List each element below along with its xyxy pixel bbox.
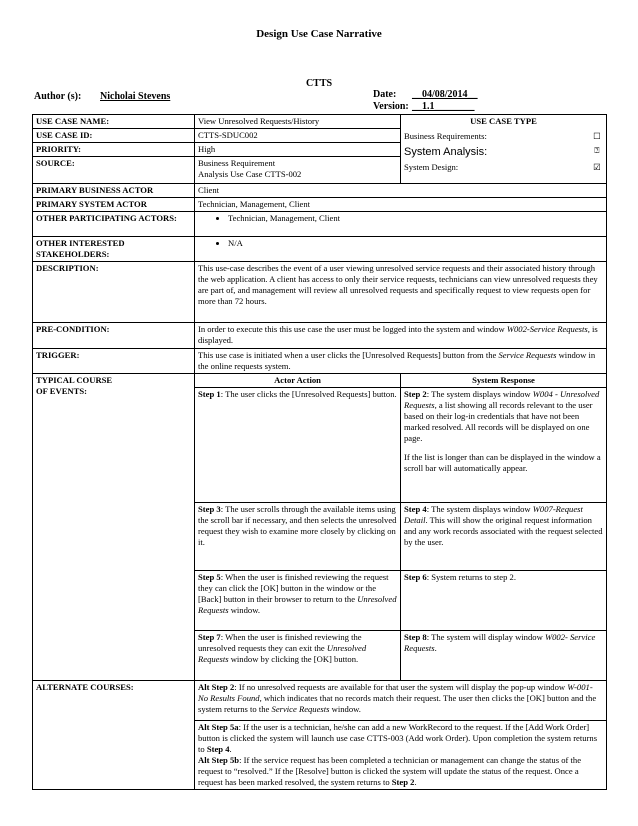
step-8-text: : The system will display window xyxy=(426,632,545,642)
precondition-window-ref: W002-Service Requests, xyxy=(506,324,590,334)
step-4-label: Step 4 xyxy=(404,504,427,514)
row-alternate-1 xyxy=(33,681,607,721)
step-2-text-end: , a list showing all records relevant to the user based on their log-in credentials that have not been marked resolved. All records will be displayed on one page. xyxy=(404,400,593,443)
source-line-1: Business Requirement xyxy=(198,158,276,168)
step-2-text: : The system displays window xyxy=(426,389,533,399)
other-interested-label: OTHER INTERESTED STAKEHOLDERS: xyxy=(33,237,195,262)
alt-step-5a-label: Alt Step 5a xyxy=(198,722,239,732)
priority-label: PRIORITY: xyxy=(33,143,195,157)
trigger-text-end: window in the online requests system. xyxy=(198,350,596,371)
type-business-row xyxy=(404,131,603,145)
use-case-name-value: View Unresolved Requests/History xyxy=(195,115,401,129)
version-label: Version: xyxy=(373,101,409,112)
alt-step-5a-text: : If the user is a technician, he/she can add a new WorkRecord to the request. If the [Add Work Order] button is clicked the system will launch use case CTTS-003 (Add work Order). Upon completion the system returns to xyxy=(198,722,598,754)
step-2-window-ref: W004 - Unresolved Requests xyxy=(404,389,600,410)
alt-step-2-text-end: window. xyxy=(329,704,361,714)
typical-course-label xyxy=(33,374,195,681)
alt-step-2-text-mid: , which indicates that no records match their request. The user then clicks the [OK] button and the system returns to the xyxy=(198,693,597,714)
row-other-interested xyxy=(33,237,607,262)
trigger-text: This use case is initiated when a user clicks the [Unresolved Requests] button from the xyxy=(198,350,499,360)
primary-business-actor-label: PRIMARY BUSINESS ACTOR xyxy=(33,184,195,198)
other-participating-item: • Technician, Management, Client xyxy=(228,213,603,224)
trigger-window-ref: Service Requests xyxy=(498,350,557,360)
precondition-label: PRE-CONDITION: xyxy=(33,323,195,349)
alt-step-2-cell xyxy=(195,681,607,721)
other-participating-value xyxy=(195,212,607,237)
document-title: Design Use Case Narrative xyxy=(256,28,382,40)
typical-course-label-line2: OF EVENTS: xyxy=(36,386,88,396)
alt-step-5a-target: Step 4 xyxy=(206,744,230,754)
use-case-type-cell xyxy=(401,115,607,184)
typical-course-label-line1: TYPICAL COURSE xyxy=(36,375,113,385)
step-5-label: Step 5 xyxy=(198,572,221,582)
step-5-cell xyxy=(195,571,401,631)
alternate-courses-label: ALTERNATE COURSES: xyxy=(33,681,195,790)
precondition-text-end: is displayed. xyxy=(198,324,598,345)
row-precondition xyxy=(33,323,607,349)
description-value: This use-case describes the event of a user viewing unresolved service requests and their associated history through the web application. A client has access to only their service requests, technicians can view unresolved requests they are part of, and management will review all unresolved requests and specifically request to view requests open for more than 72 hours. xyxy=(195,262,607,323)
step-7-text: : When the user is finished reviewing the unresolved requests they can exit the xyxy=(198,632,362,653)
step-5-text: : When the user is finished reviewing the request they can click the [OK] button in the window or the [Back] button in their browser to return to the xyxy=(198,572,389,604)
checkbox-checked-icon: ☑ xyxy=(593,162,601,173)
author-value: Nicholai Stevens xyxy=(100,91,171,102)
use-case-type-heading: USE CASE TYPE xyxy=(470,116,537,126)
step-1-label: Step 1 xyxy=(198,389,221,399)
row-course-header xyxy=(33,374,607,388)
alt-step-5b-text-end: . xyxy=(414,777,417,787)
project-name: CTTS xyxy=(305,78,333,89)
step-7-window-ref: Unresolved Requests xyxy=(198,643,367,664)
other-interested-value xyxy=(195,237,607,262)
alt-step-5a-text-end: . xyxy=(229,744,232,754)
step-8-window-ref: W002- Service Requests xyxy=(404,632,596,653)
checkbox-unknown-icon: ⍰ xyxy=(594,145,600,155)
date-value: __04/08/2014__ xyxy=(412,89,478,100)
step-2-note: If the list is longer than can be displayed in the window a scroll bar will automatically appear. xyxy=(404,452,601,473)
row-use-case-name xyxy=(33,115,607,129)
alt-step-5b-label: Alt Step 5b xyxy=(198,755,240,765)
trigger-label: TRIGGER: xyxy=(33,349,195,374)
step-2-label: Step 2 xyxy=(404,389,427,399)
step-2-cell xyxy=(401,388,607,503)
step-8-label: Step 8 xyxy=(404,632,427,642)
step-3-label: Step 3 xyxy=(198,504,221,514)
source-line-2: Analysis Use Case CTTS-002 xyxy=(198,169,302,179)
step-4-window-ref: W007-Request Detail xyxy=(404,504,583,525)
source-value xyxy=(195,157,401,184)
step-5-window-ref: Unresolved Requests xyxy=(198,594,397,615)
step-3-text: : The user scrolls through the available items using the scroll bar if necessary, and then selects the unresolved request they wish to examine more closely by clicking on it. xyxy=(198,504,397,547)
step-1-text: : The user clicks the [Unresolved Requests] button. xyxy=(220,389,397,399)
use-case-id-label: USE CASE ID: xyxy=(33,129,195,143)
step-1-cell xyxy=(195,388,401,503)
row-trigger xyxy=(33,349,607,374)
type-analysis-row xyxy=(404,145,603,162)
use-case-table xyxy=(32,114,607,790)
row-primary-system-actor xyxy=(33,198,607,212)
use-case-name-label: USE CASE NAME: xyxy=(33,115,195,129)
alt-step-2-window-ref-2: Service Requests xyxy=(271,704,330,714)
author-label: Author (s): xyxy=(34,91,82,102)
primary-business-actor-value: Client xyxy=(195,184,607,198)
precondition-value xyxy=(195,323,607,349)
version-value: __1.1________ xyxy=(412,101,475,112)
step-4-text: : The system displays window xyxy=(426,504,533,514)
precondition-text: In order to execute this this use case the user must be logged into the system and window xyxy=(198,324,507,334)
alt-step-2-text: : If no unresolved requests are available for that user the system will display the pop-up window xyxy=(234,682,568,692)
type-analysis-label: System Analysis: xyxy=(404,146,488,158)
use-case-id-value: CTTS-SDUC002 xyxy=(195,129,401,143)
alt-step-5b-target: Step 2 xyxy=(391,777,415,787)
type-business-label: Business Requirements: xyxy=(404,131,487,141)
actor-action-header: Actor Action xyxy=(195,374,401,388)
alt-step-2-label: Alt Step 2 xyxy=(198,682,235,692)
step-4-text-end: . This will show the original request information and any work records associated with the request selected by the user. xyxy=(404,515,603,547)
trigger-value xyxy=(195,349,607,374)
primary-system-actor-value: Technician, Management, Client xyxy=(195,198,607,212)
description-label: DESCRIPTION: xyxy=(33,262,195,323)
step-7-label: Step 7 xyxy=(198,632,221,642)
step-7-text-end: window by clicking the [OK] button. xyxy=(228,654,359,664)
other-interested-item: • N/A xyxy=(228,238,603,249)
step-7-cell xyxy=(195,631,401,681)
alt-step-5b-text: : If the service request has been completed a technician or management can change the status of the request to “resolved.” If the [Resolve] button is clicked the system will update the status of the request. Once a request has been marked resolved, the system returns to xyxy=(198,755,582,787)
step-4-cell xyxy=(401,503,607,571)
primary-system-actor-label: PRIMARY SYSTEM ACTOR xyxy=(33,198,195,212)
step-8-cell xyxy=(401,631,607,681)
row-description xyxy=(33,262,607,323)
step-6-cell xyxy=(401,571,607,631)
step-3-cell xyxy=(195,503,401,571)
alt-step-5-cell xyxy=(195,721,607,790)
type-design-row xyxy=(404,162,603,176)
other-participating-label: OTHER PARTICIPATING ACTORS: xyxy=(33,212,195,237)
step-8-text-end: . xyxy=(434,643,437,653)
row-other-participating xyxy=(33,212,607,237)
row-primary-business-actor xyxy=(33,184,607,198)
system-response-header: System Response xyxy=(401,374,607,388)
source-label: SOURCE: xyxy=(33,157,195,184)
checkbox-empty-icon: ☐ xyxy=(593,131,601,141)
alt-step-2-window-ref: W-001- No Results Found xyxy=(198,682,593,703)
date-label: Date: xyxy=(373,89,397,100)
priority-value: High xyxy=(195,143,401,157)
type-design-label: System Design: xyxy=(404,162,459,173)
step-6-label: Step 6 xyxy=(404,572,427,582)
step-5-text-end: window. xyxy=(228,605,260,615)
step-6-text: : System returns to step 2. xyxy=(426,572,516,582)
